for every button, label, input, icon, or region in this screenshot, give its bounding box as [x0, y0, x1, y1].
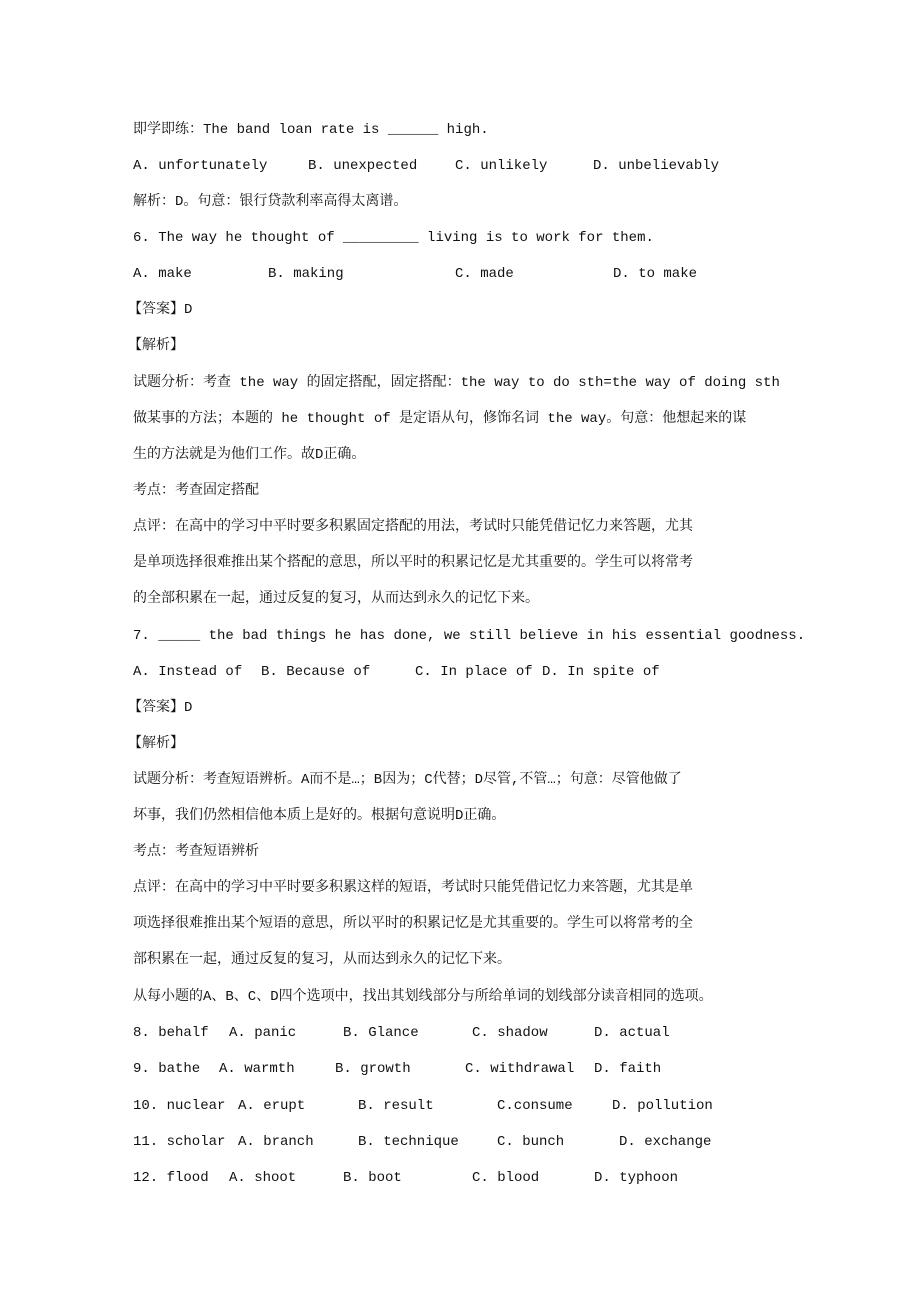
q7-question: 7. _____ the bad things he has done, we still believe in his essential goodness. [133, 628, 806, 644]
item-option-c: C. shadow [472, 1025, 548, 1041]
item-option-b: B. boot [343, 1170, 402, 1186]
q7-comment-line: 点评：在高中的学习中平时要多积累这样的短语，考试时只能凭借记忆力来答题，尤其是单 [133, 880, 693, 896]
q6-option-c: C. made [455, 266, 514, 282]
q6-option-a: A. make [133, 266, 192, 282]
practice-option-a: A. unfortunately [133, 158, 268, 174]
q7-option-a: A. Instead of [133, 664, 243, 680]
practice-option-c: C. unlikely [455, 158, 548, 174]
item-option-b: B. Glance [343, 1025, 419, 1041]
item-option-c: C.consume [497, 1098, 573, 1114]
item-option-a: A. shoot [229, 1170, 297, 1186]
item-word: 10. nuclear [133, 1098, 226, 1114]
item-option-d: D. pollution [612, 1098, 713, 1114]
q6-point: 考点：考查固定搭配 [133, 483, 259, 499]
q7-option-b: B. Because of [261, 664, 371, 680]
q7-analysis-header: 【解析】 [128, 736, 184, 752]
item-word: 8. behalf [133, 1025, 209, 1041]
item-option-b: B. result [358, 1098, 434, 1114]
q7-analysis-line: 坏事，我们仍然相信他本质上是好的。根据句意说明D正确。 [133, 808, 506, 824]
q6-question: 6. The way he thought of _________ living is to work for them. [133, 230, 654, 246]
q7-answer: 【答案】D [128, 700, 193, 716]
q6-analysis-header: 【解析】 [128, 338, 184, 354]
item-option-d: D. faith [594, 1061, 662, 1077]
item-option-a: A. branch [238, 1134, 314, 1150]
q6-option-d: D. to make [613, 266, 698, 282]
item-option-b: B. growth [335, 1061, 411, 1077]
item-option-a: A. panic [229, 1025, 297, 1041]
q7-point: 考点：考查短语辨析 [133, 844, 259, 860]
q7-comment-line: 部积累在一起，通过反复的复习，从而达到永久的记忆下来。 [133, 952, 511, 968]
q6-comment-line: 是单项选择很难推出某个搭配的意思，所以平时的积累记忆是尤其重要的。学生可以将常考 [133, 555, 693, 571]
item-option-c: C. bunch [497, 1134, 565, 1150]
q6-comment-line: 点评：在高中的学习中平时要多积累固定搭配的用法，考试时只能凭借记忆力来答题，尤其 [133, 519, 693, 535]
item-option-d: D. exchange [619, 1134, 712, 1150]
q6-analysis-line: 生的方法就是为他们工作。故D正确。 [133, 447, 366, 463]
item-word: 12. flood [133, 1170, 209, 1186]
q7-comment-line: 项选择很难推出某个短语的意思，所以平时的积累记忆是尤其重要的。学生可以将常考的全 [133, 916, 693, 932]
q6-analysis-line: 做某事的方法；本题的 he thought of 是定语从句，修饰名词 the way。句意：他想起来的谋 [133, 411, 747, 427]
q6-analysis-line: 试题分析：考查 the way 的固定搭配，固定搭配：the way to do sth=the way of doing sth [133, 375, 780, 391]
item-option-b: B. technique [358, 1134, 459, 1150]
item-word: 9. bathe [133, 1061, 201, 1077]
q7-analysis-line: 试题分析：考查短语辨析。A而不是…；B因为；C代替；D尽管,不管…；句意：尽管他做了 [133, 772, 682, 788]
q7-option-d: D. In spite of [542, 664, 660, 680]
q6-answer: 【答案】D [128, 302, 193, 318]
item-option-d: D. actual [594, 1025, 670, 1041]
practice-analysis: 解析：D。句意：银行贷款利率高得太离谱。 [133, 194, 408, 210]
q7-option-c: C. In place of [415, 664, 533, 680]
practice-question: 即学即练：The band loan rate is ______ high. [133, 122, 489, 138]
item-option-c: C. blood [472, 1170, 540, 1186]
pronunciation-instruction: 从每小题的A、B、C、D四个选项中，找出其划线部分与所给单词的划线部分读音相同的选项。 [133, 989, 713, 1005]
q6-option-b: B. making [268, 266, 344, 282]
practice-option-d: D. unbelievably [593, 158, 720, 174]
item-word: 11. scholar [133, 1134, 226, 1150]
item-option-a: A. erupt [238, 1098, 306, 1114]
item-option-c: C. withdrawal [465, 1061, 575, 1077]
item-option-a: A. warmth [219, 1061, 295, 1077]
practice-option-b: B. unexpected [308, 158, 418, 174]
q6-comment-line: 的全部积累在一起，通过反复的复习，从而达到永久的记忆下来。 [133, 591, 539, 607]
item-option-d: D. typhoon [594, 1170, 679, 1186]
